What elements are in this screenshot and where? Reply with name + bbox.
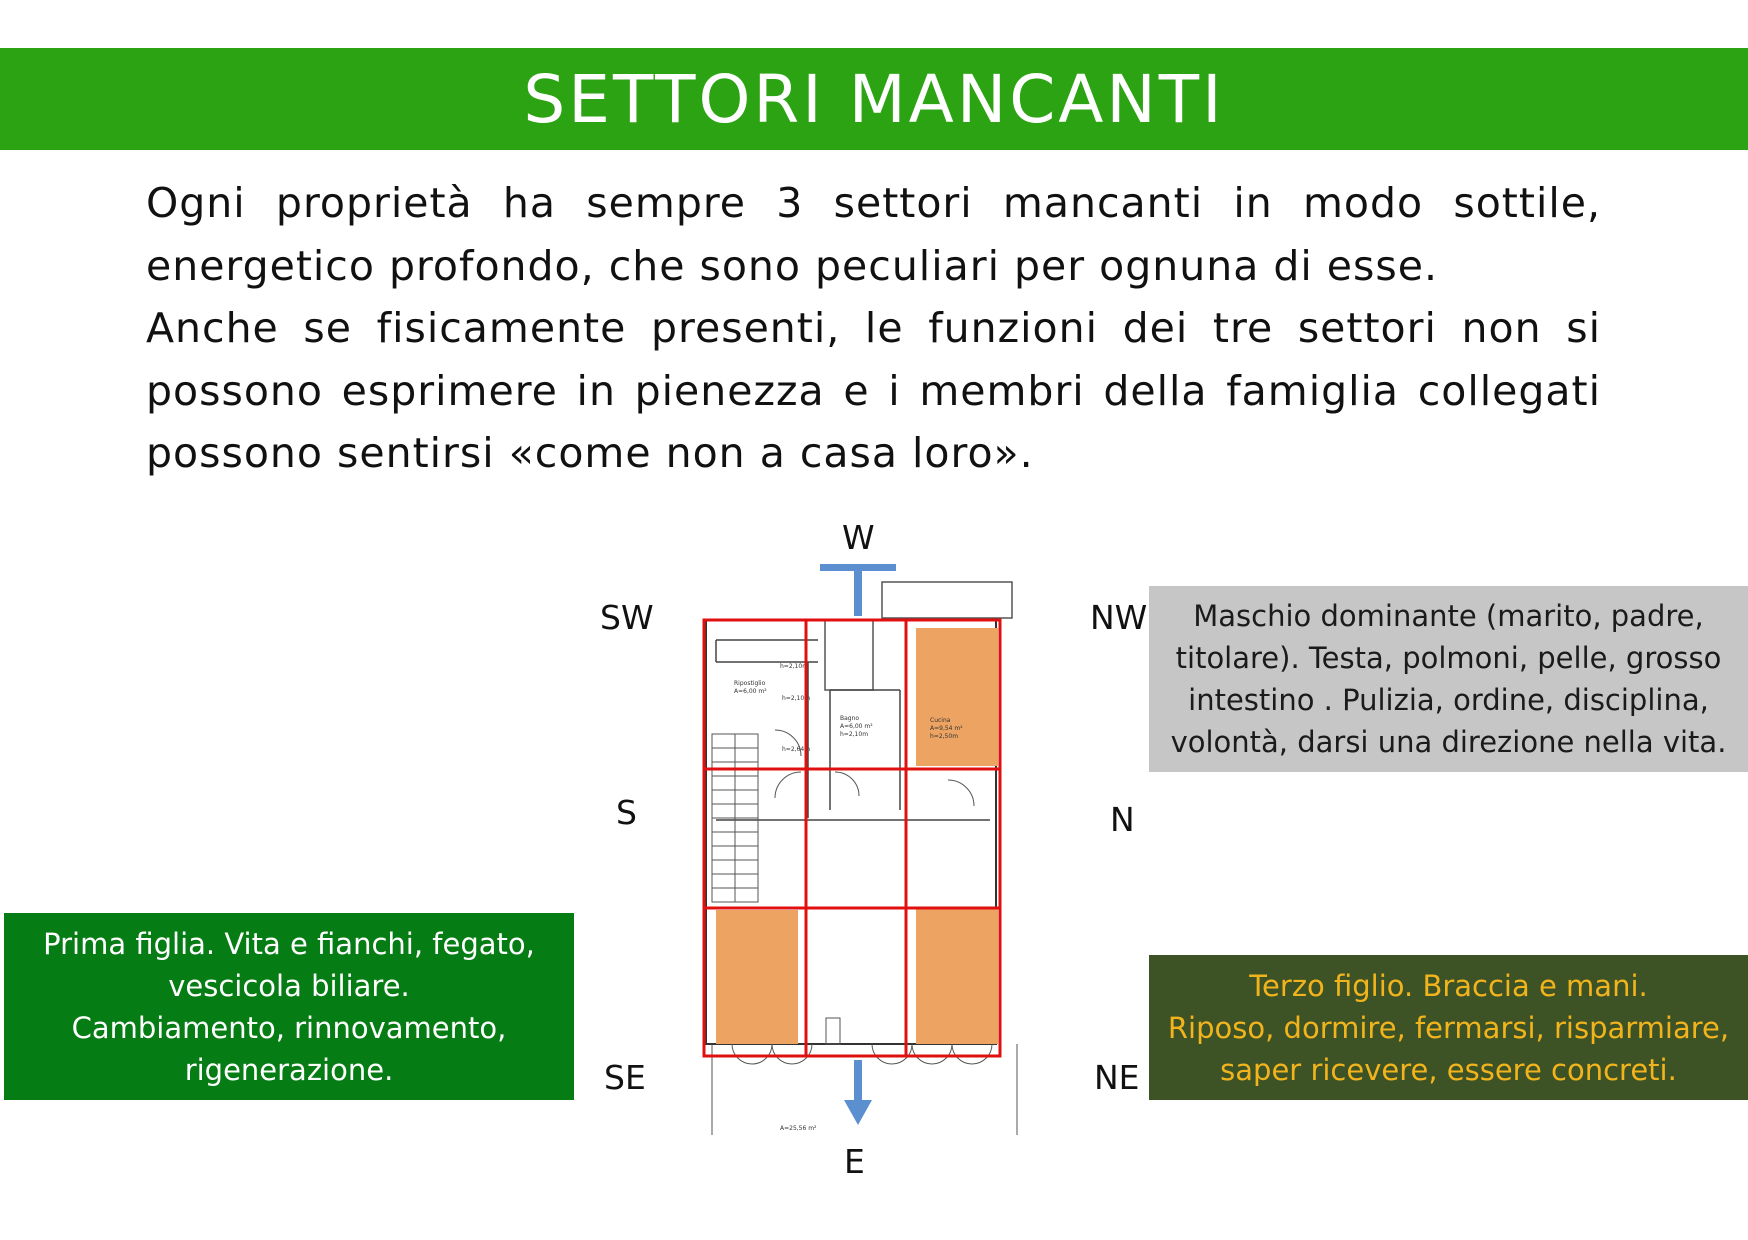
entry-outline xyxy=(825,620,873,690)
callout-se xyxy=(4,913,574,1100)
compass-w: W xyxy=(842,518,875,557)
missing-sector-nw xyxy=(916,628,998,766)
room-height-cucina: h=2,50m xyxy=(930,733,959,740)
room-label-ripostiglio: Ripostiglio xyxy=(734,680,766,687)
compass-nw: NW xyxy=(1090,598,1148,637)
room-area-bagno: A=6,00 m² xyxy=(840,723,873,730)
callout-ne-line: Riposo, dormire, fermarsi, risparmiare, xyxy=(1167,1010,1730,1045)
callout-se-line: Prima figlia. Vita e fianchi, fegato, xyxy=(43,926,535,961)
door-swing xyxy=(775,772,801,798)
room-area-cucina: A=9,54 m² xyxy=(930,725,963,732)
compass-e: E xyxy=(844,1142,865,1181)
floor-plan xyxy=(690,540,1030,1140)
room-area-ripostiglio: A=6,00 m² xyxy=(734,688,767,695)
door-swing xyxy=(948,780,974,806)
room-area-portico: A=25,56 m² xyxy=(780,1125,817,1132)
door-swing xyxy=(835,772,859,796)
callout-nw-line: volontà, darsi una direzione nella vita. xyxy=(1170,725,1727,759)
callout-nw xyxy=(1149,586,1748,772)
compass-sw: SW xyxy=(600,598,654,637)
room-label-bagno: Bagno xyxy=(840,715,860,722)
east-arrow xyxy=(844,1060,872,1125)
room-height: h=2,64m xyxy=(782,746,811,753)
callout-nw-line: Maschio dominante (marito, padre, xyxy=(1193,599,1704,633)
compass-s: S xyxy=(616,793,637,832)
callout-se-line: vescicola biliare. xyxy=(168,968,410,1003)
compass-n: N xyxy=(1110,800,1135,839)
callout-ne xyxy=(1149,955,1748,1100)
page-title: SETTORI MANCANTI xyxy=(523,60,1225,138)
title-bar xyxy=(0,48,1748,150)
missing-sector-se xyxy=(716,910,798,1044)
compass-ne: NE xyxy=(1094,1058,1140,1097)
intro-text xyxy=(146,172,1601,485)
callout-ne-line: saper ricevere, essere concreti. xyxy=(1220,1052,1677,1087)
west-marker xyxy=(820,564,896,616)
stairs xyxy=(712,734,758,902)
balcony-outline xyxy=(882,582,1012,618)
intro-paragraph-1: Ogni proprietà ha sempre 3 settori mancanti in modo sottile, energetico profondo, che sono peculiari per ognuna di esse. xyxy=(146,179,1601,290)
missing-sector-ne xyxy=(916,908,998,1044)
callout-nw-line: intestino . Pulizia, ordine, disciplina, xyxy=(1188,683,1709,717)
room-height: h=2,10m xyxy=(782,695,811,702)
room-label-cucina: Cucina xyxy=(930,717,951,724)
callout-ne-line: Terzo figlio. Braccia e mani. xyxy=(1249,968,1648,1003)
callout-se-line: rigenerazione. xyxy=(184,1052,394,1087)
intro-paragraph-2: Anche se fisicamente presenti, le funzioni dei tre settori non si possono esprimere in pienezza e i membri della famiglia collegati possono sentirsi «come non a casa loro». xyxy=(146,304,1601,477)
callout-nw-line: titolare). Testa, polmoni, pelle, grosso xyxy=(1175,641,1722,675)
room-height-bagno: h=2,10m xyxy=(840,731,869,738)
callout-se-line: Cambiamento, rinnovamento, xyxy=(71,1010,507,1045)
room-height: h=2,10m xyxy=(780,663,809,670)
compass-se: SE xyxy=(604,1058,646,1097)
